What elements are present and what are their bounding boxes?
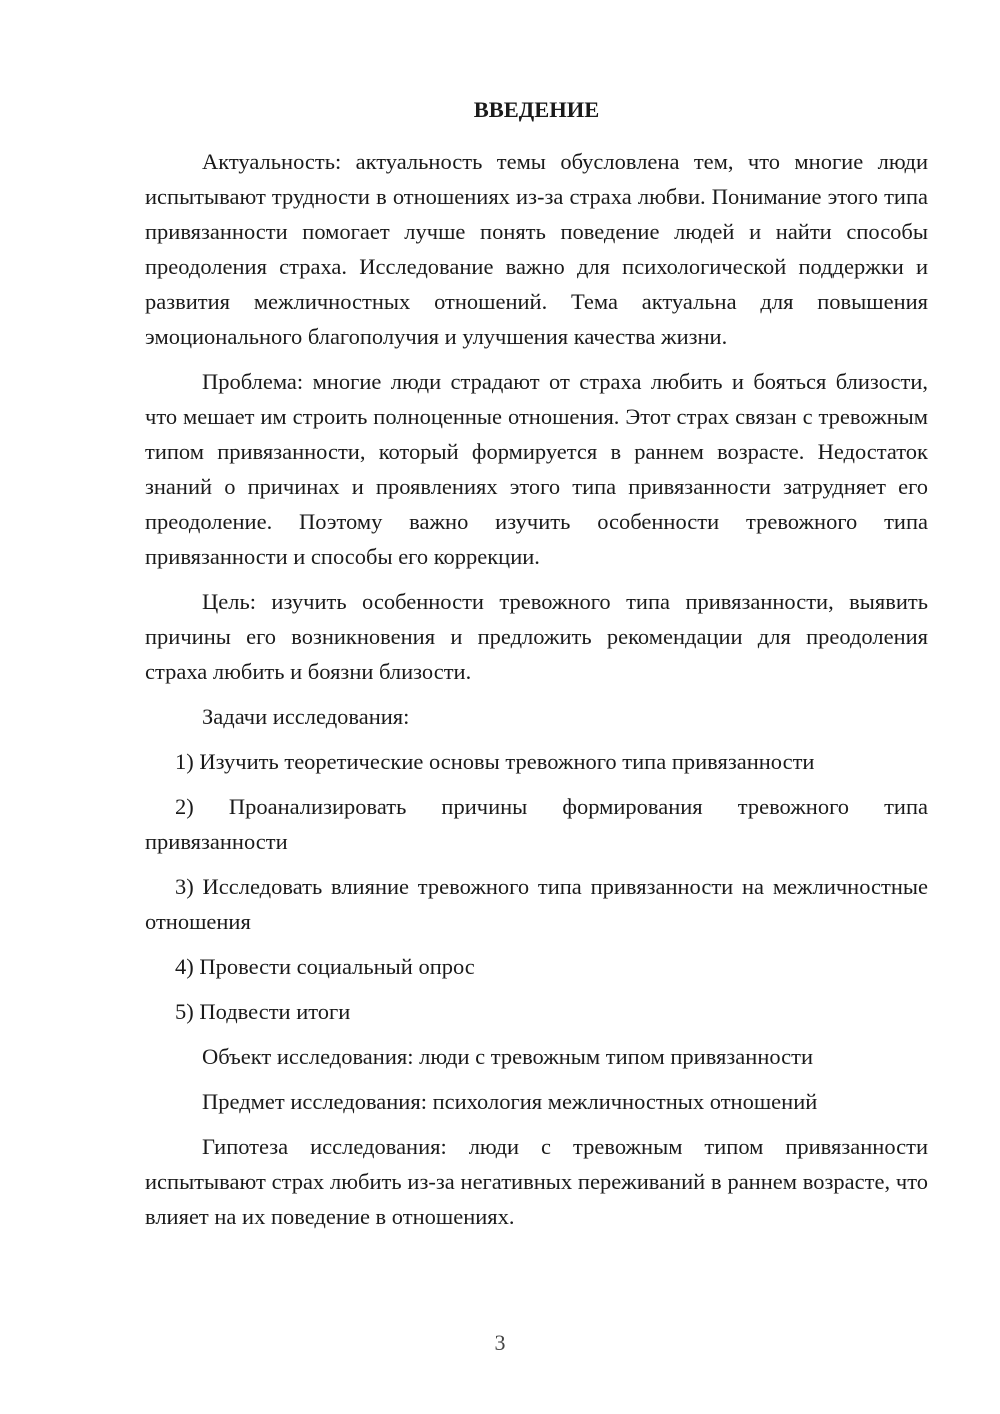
task-item-2: 2) Проанализировать причины формирования тревожного типа привязанности — [145, 794, 928, 854]
research-hypothesis: Гипотеза исследования: люди с тревожным типом привязанности испытывают страх любить из-за негативных переживаний в раннем возрасте, что влияет на их поведение в отношениях. — [145, 1134, 928, 1229]
task-item-1: 1) Изучить теоретические основы тревожного типа привязанности — [175, 749, 815, 774]
task-item-5: 5) Подвести итоги — [175, 999, 351, 1024]
research-object: Объект исследования: люди с тревожным типом привязанности — [202, 1044, 814, 1069]
task-item-4: 4) Провести социальный опрос — [175, 954, 475, 979]
section-heading: ВВЕДЕНИЕ — [473, 97, 600, 122]
tasks-list — [145, 744, 928, 1029]
task-item-3: 3) Исследовать влияние тревожного типа привязанности на межличностные отношения — [145, 874, 928, 934]
paragraph-problem: Проблема: многие люди страдают от страха любить и бояться близости, что мешает им строить полноценные отношения. Этот страх связан с тревожным типом привязанности, который формируется в раннем возрасте. Недостаток знаний о причинах и проявлениях этого типа привязанности затрудняет его преодоление. Поэтому важно изучить особенности тревожного типа привязанности и способы его коррекции. — [145, 369, 928, 569]
paragraph-relevance: Актуальность: актуальность темы обусловлена тем, что многие люди испытывают трудности в отношениях из-за страха любви. Понимание этого типа привязанности помогает лучше понять поведение людей и найти способы преодоления страха. Исследование важно для психологической поддержки и развития межличностных отношений. Тема актуальна для повышения эмоционального благополучия и улучшения качества жизни. — [145, 149, 928, 349]
tasks-heading: Задачи исследования: — [202, 704, 410, 729]
research-subject: Предмет исследования: психология межличностных отношений — [202, 1089, 818, 1114]
page-number: 3 — [494, 1330, 506, 1355]
document-page — [145, 92, 928, 1244]
paragraph-goal: Цель: изучить особенности тревожного типа привязанности, выявить причины его возникновения и предложить рекомендации для преодоления страха любить и боязни близости. — [145, 589, 928, 684]
